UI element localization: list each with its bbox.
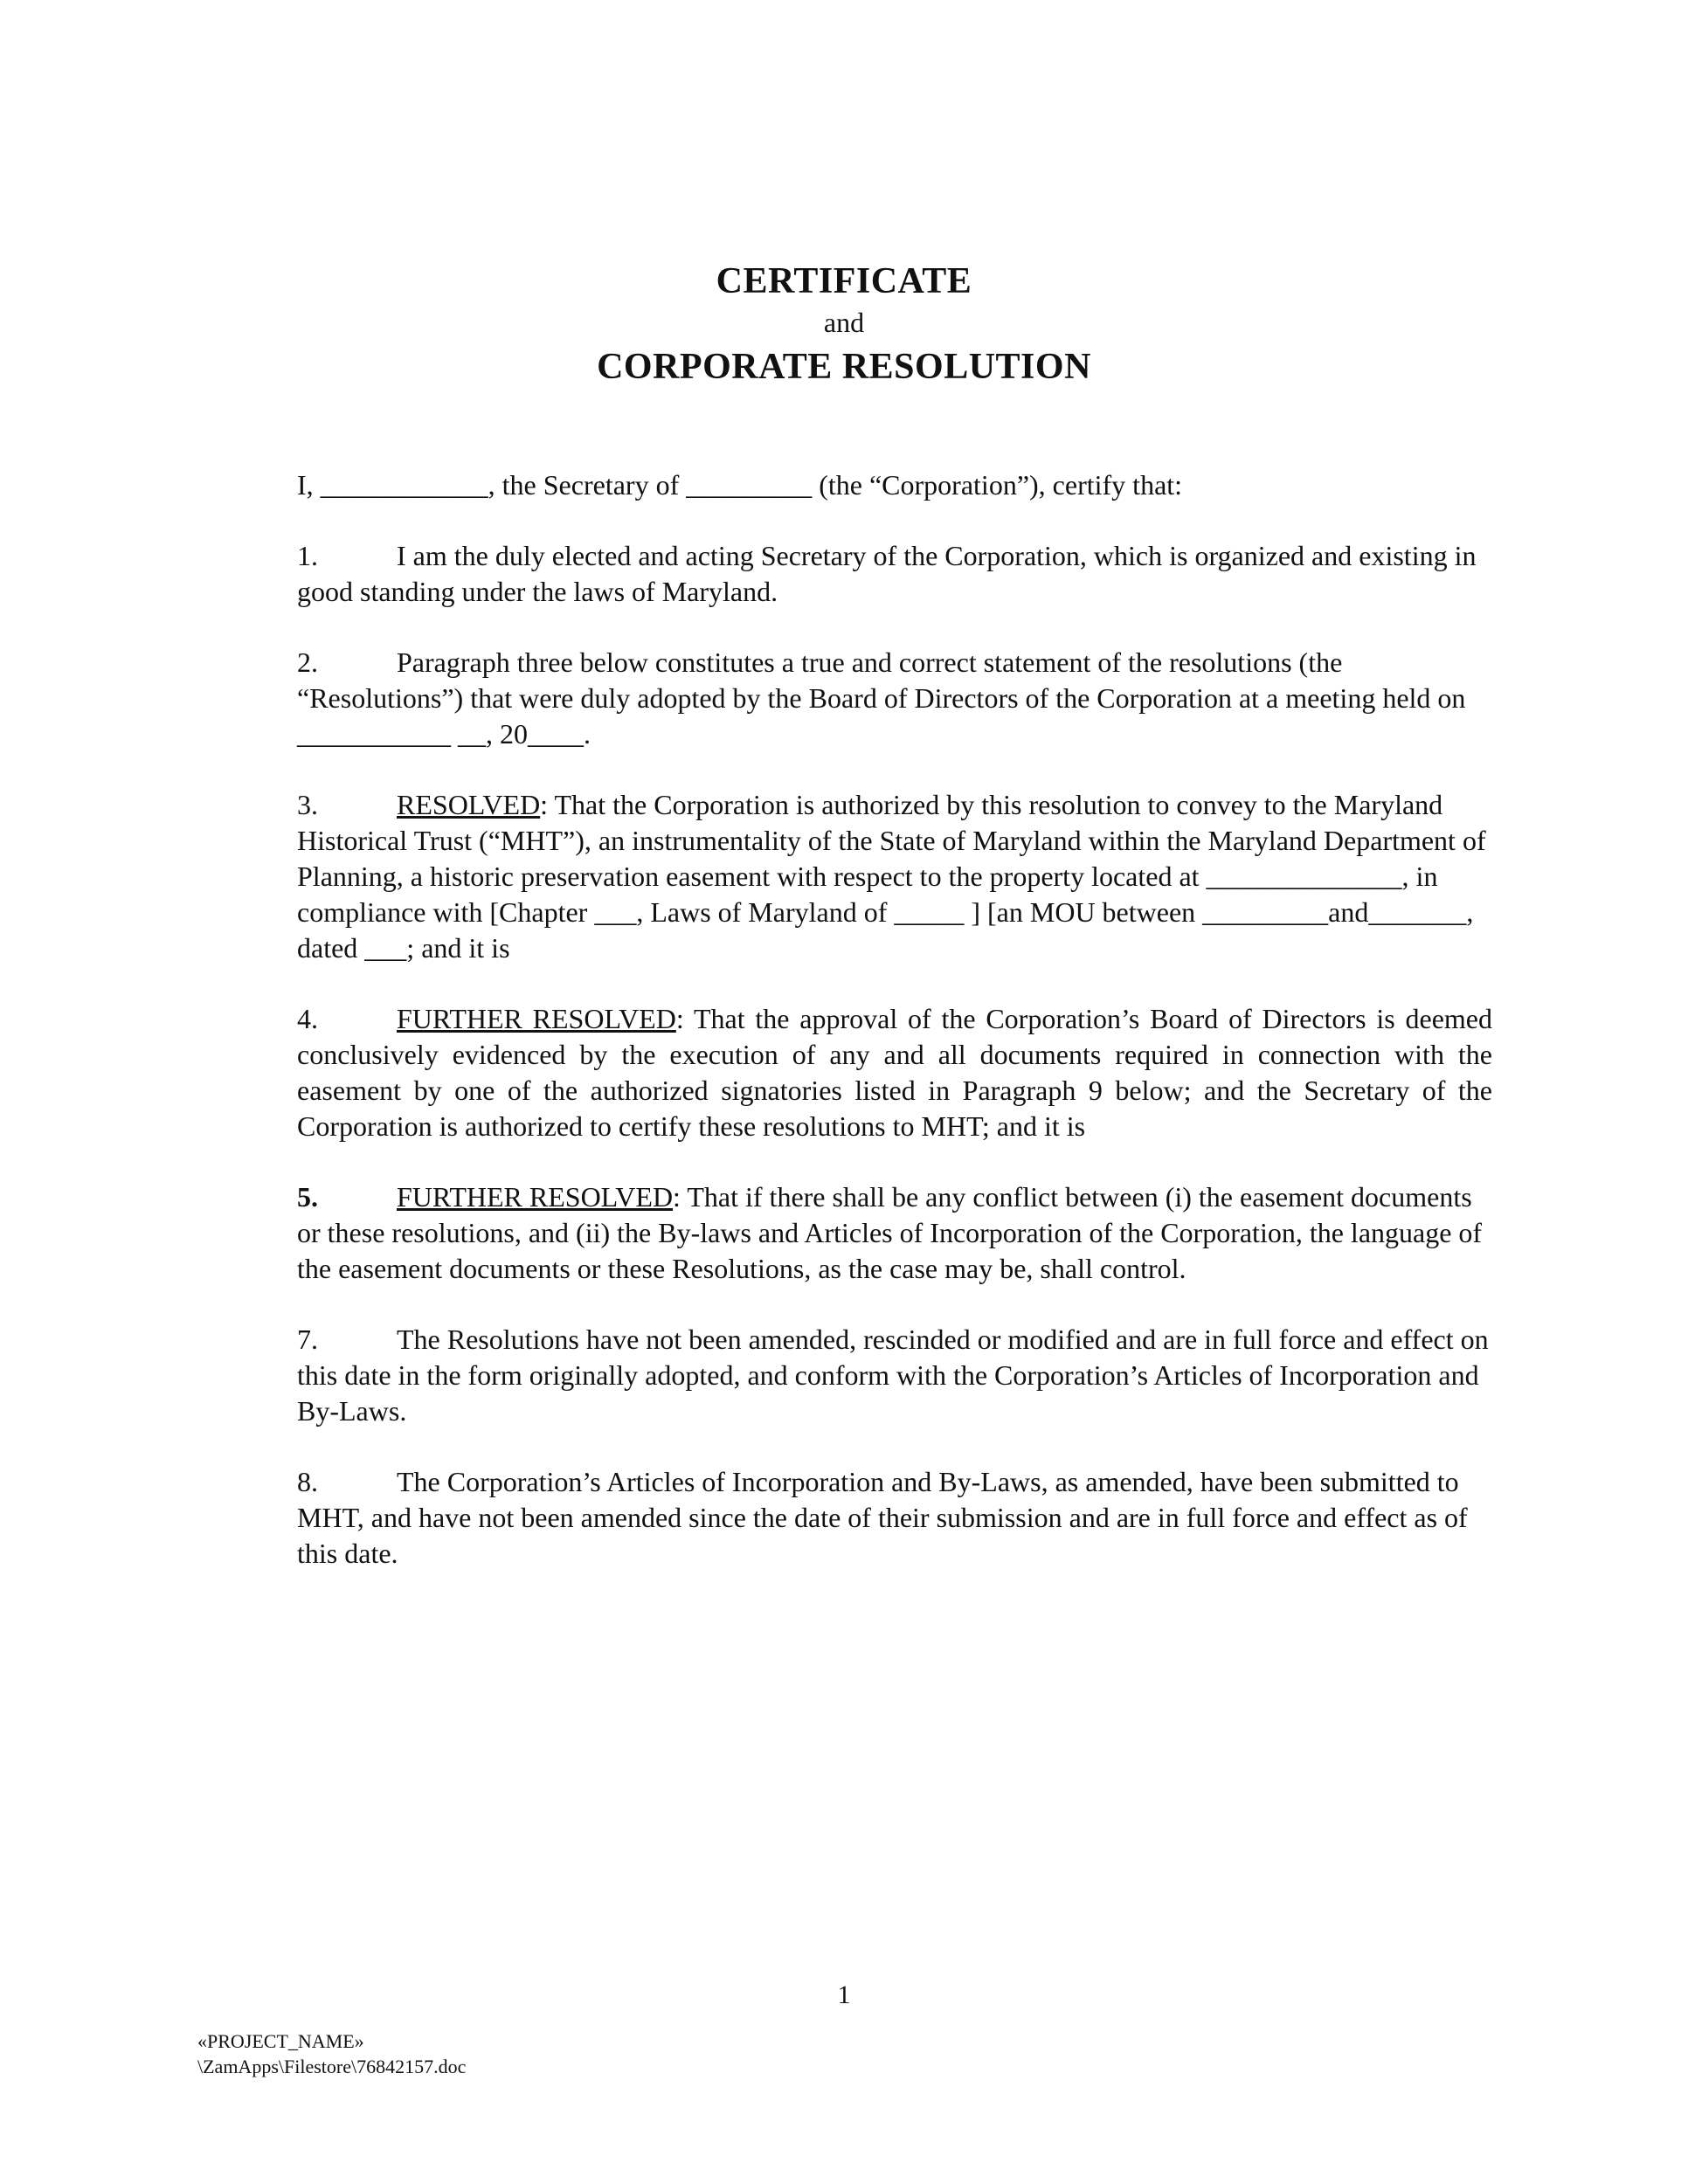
- paragraph-heading: FURTHER RESOLVED: [397, 1181, 674, 1213]
- paragraph-number: 5.: [297, 1181, 318, 1213]
- paragraph-text: Paragraph three below constitutes a true and correct statement of the resolutions (the “Resolutions”) that were duly adopted by the Board of Directors of the Corporation at a meeting held on ___________ __, 20____.: [297, 646, 1466, 750]
- intro-paragraph: [197, 467, 1492, 503]
- paragraph-text: : That the approval of the Corporation’s Board of Directors is deemed conclusively evidenced by the execution of any and all documents required in connection with the easement by one of the authorized signatories listed in Paragraph 9 below; and the Secretary of the Corporation is authorized to certify these resolutions to MHT; and it is: [297, 1003, 1493, 1142]
- paragraph-number: 8.: [297, 1466, 318, 1497]
- document-footer: [197, 2028, 466, 2079]
- paragraph-text: The Corporation’s Articles of Incorporation and By-Laws, as amended, have been submitted to MHT, and have not been amended since the date of their submission and are in full force and effect as of this date.: [297, 1466, 1468, 1569]
- paragraph-4: [197, 1001, 1492, 1144]
- title-connector: and: [823, 307, 865, 338]
- paragraph-3: [197, 787, 1492, 966]
- paragraph-text: : That if there shall be any conflict between (i) the easement documents or these resolutions, and (ii) the By-laws and Articles of Incorporation of the Corporation, the language of the easement documents or these Resolutions, as the case may be, shall control.: [297, 1181, 1483, 1284]
- footer-file-path: \ZamApps\Filestore\76842157.doc: [197, 2056, 467, 2077]
- paragraph-number: 4.: [297, 1003, 318, 1034]
- paragraph-7: [197, 1322, 1492, 1429]
- page-number: 1: [837, 1980, 851, 2009]
- paragraph-2: [197, 645, 1492, 752]
- paragraph-text: The Resolutions have not been amended, rescinded or modified and are in full force and effect on this date in the form originally adopted, and conform with the Corporation’s Articles of Incorporation and By-Laws.: [297, 1324, 1489, 1427]
- paragraph-number: 1.: [297, 540, 318, 571]
- title-block: [0, 259, 1688, 390]
- paragraph-8: [197, 1464, 1492, 1572]
- paragraph-1: [197, 538, 1492, 610]
- paragraph-heading: FURTHER RESOLVED: [397, 1003, 676, 1034]
- document-subtitle: CORPORATE RESOLUTION: [597, 347, 1091, 387]
- paragraph-number: 2.: [297, 646, 318, 678]
- paragraph-heading: RESOLVED: [397, 789, 541, 820]
- paragraph-text: I am the duly elected and acting Secretary of the Corporation, which is organized and existing in good standing under the laws of Maryland.: [297, 540, 1477, 607]
- paragraph-number: 7.: [297, 1324, 318, 1355]
- paragraph-number: 3.: [297, 789, 318, 820]
- intro-text: I, ____________, the Secretary of _________ (the “Corporation”), certify that:: [297, 469, 1183, 501]
- document-title: CERTIFICATE: [716, 261, 972, 301]
- paragraph-text: : That the Corporation is authorized by this resolution to convey to the Maryland Historical Trust (“MHT”), an instrumentality of the State of Maryland within the Maryland Department of Planning, a historic preservation easement with respect to the property located at ______________, in compliance with [Chapter ___, Laws of Maryland of _____ ] [an MOU between _________and_______, dated ___; and it is: [297, 789, 1486, 964]
- footer-project-name: «PROJECT_NAME»: [197, 2030, 364, 2052]
- paragraph-5: [197, 1179, 1492, 1287]
